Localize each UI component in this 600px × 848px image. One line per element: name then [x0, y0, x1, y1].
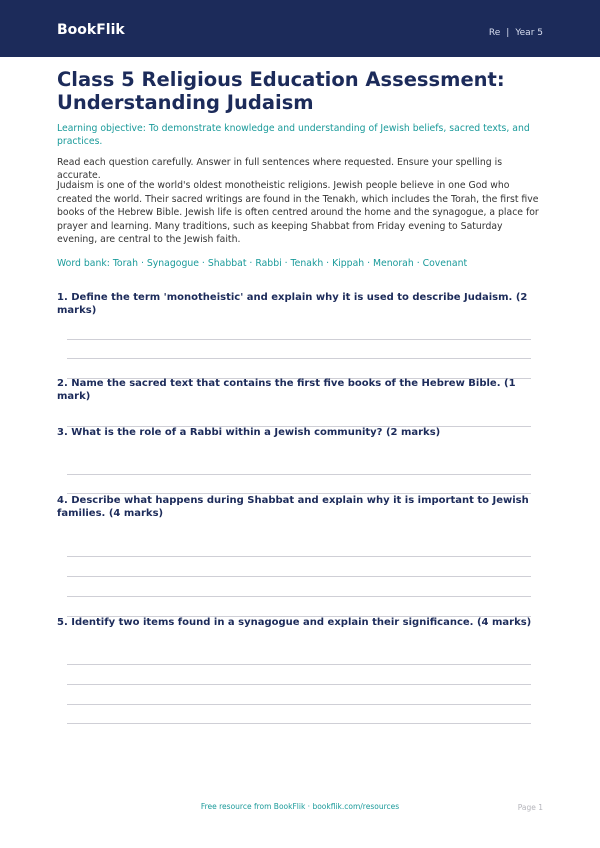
brand-logo[interactable]: BookFlik [57, 22, 125, 38]
word-bank: Word bank: Torah · Synagogue · Shabbat · Rabbi · Tenakh · Kippah · Menorah · Covenant [57, 258, 468, 269]
answer-line[interactable] [67, 684, 531, 685]
question-4: 4. Describe what happens during Shabbat and explain why it is important to Jewish families. (4 marks) [57, 495, 529, 519]
header-meta [489, 28, 543, 38]
question-1: 1. Define the term 'monotheistic' and explain why it is used to describe Judaism. (2 marks) [57, 292, 528, 316]
page-number: Page 1 [517, 803, 543, 812]
instructions: Read each question carefully. Answer in full sentences where requested. Ensure your spelling is accurate. [57, 157, 503, 181]
intro-paragraph: Judaism is one of the world's oldest monotheistic religions. Jewish people believe in one God who created the world. Their sacred writings are found in the Tenakh, which includes the Torah, the first five books of the Hebrew Bible. Jewish life is often centred around the home and the synagogue, a place for prayer and learning. Many traditions, such as keeping Shabbat from Friday evening to Saturday evening, are central to the Jewish faith. [57, 180, 539, 245]
answer-line[interactable] [67, 704, 531, 705]
header-separator: | [506, 28, 510, 38]
answer-line[interactable] [67, 723, 531, 724]
question-3: 3. What is the role of a Rabbi within a Jewish community? (2 marks) [57, 427, 441, 438]
footer-credit[interactable]: Free resource from BookFlik · bookflik.com/resources [200, 802, 400, 811]
learning-objective: Learning objective: To demonstrate knowledge and understanding of Jewish beliefs, sacred texts, and practices. [57, 123, 530, 147]
question-5: 5. Identify two items found in a synagogue and explain their significance. (4 marks) [57, 617, 532, 628]
page-title: Class 5 Religious Education Assessment: Understanding Judaism [57, 68, 505, 114]
year-label: Year 5 [515, 28, 543, 38]
answer-line[interactable] [67, 474, 531, 475]
answer-line[interactable] [67, 556, 531, 557]
answer-line[interactable] [67, 358, 531, 359]
answer-line[interactable] [67, 664, 531, 665]
header-bar [0, 0, 600, 57]
subject-label: Re [488, 28, 501, 38]
answer-line[interactable] [67, 339, 531, 340]
answer-line[interactable] [67, 596, 531, 597]
answer-line[interactable] [67, 576, 531, 577]
question-2: 2. Name the sacred text that contains the first five books of the Hebrew Bible. (1 mark) [57, 378, 516, 402]
